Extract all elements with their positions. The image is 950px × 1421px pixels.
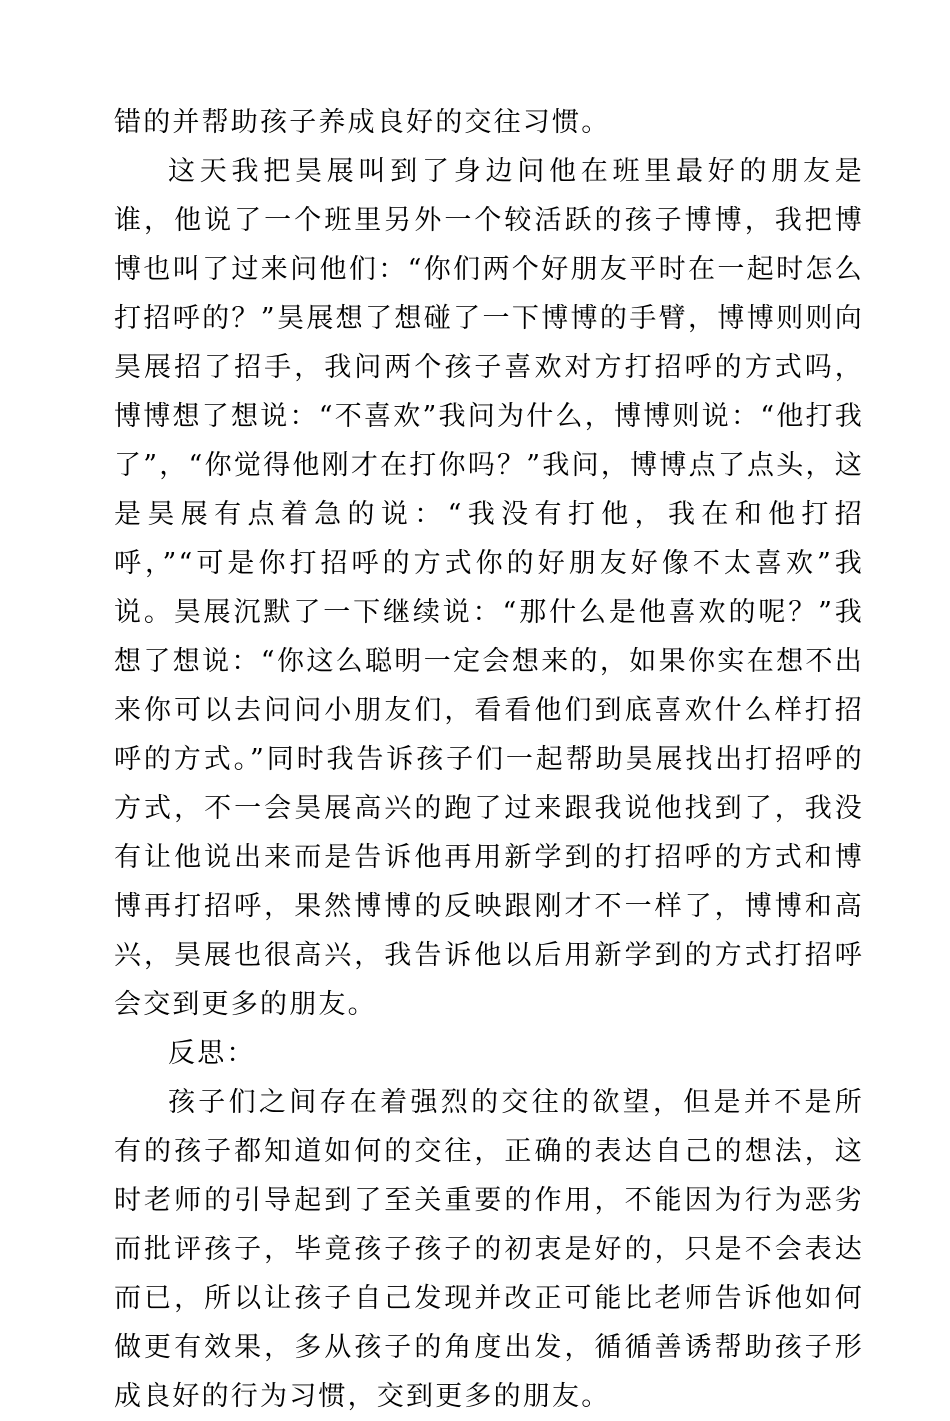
section-heading-reflection: 反思： (168, 1038, 256, 1069)
document-body (114, 98, 864, 1421)
paragraph-reflection: 孩子们之间存在着强烈的交往的欲望，但是并不是所有的孩子都知道如何的交往，正确的表达自己的想法，这时老师的引导起到了至关重要的作用，不能因为行为恶劣而批评孩子，毕竟孩子孩子的初衷是好的，只是不会表达而已，所以让孩子自己发现并改正可能比老师告诉他如何做更有效果，多从孩子的角度出发，循循善诱帮助孩子形成良好的行为习惯，交到更多的朋友。 (114, 1087, 864, 1412)
paragraph-continuation: 错的并帮助孩子养成良好的交往习惯。 (114, 107, 611, 138)
paragraph-story: 这天我把昊展叫到了身边问他在班里最好的朋友是谁，他说了一个班里另外一个较活跃的孩子博博，我把博博也叫了过来问他们：“你们两个好朋友平时在一起时怎么打招呼的？”昊展想了想碰了一下博博的手臂，博博则则向昊展招了招手，我问两个孩子喜欢对方打招呼的方式吗，博博想了想说：“不喜欢”我问为什么，博博则说：“他打我了”，“你觉得他刚才在打你吗？”我问，博博点了点头，这是昊展有点着急的说：“我没有打他，我在和他打招呼，”“可是你打招呼的方式你的好朋友好像不太喜欢”我说。昊展沉默了一下继续说：“那什么是他喜欢的呢？”我想了想说：“你这么聪明一定会想来的，如果你实在想不出来你可以去问问小朋友们，看看他们到底喜欢什么样打招呼的方式。”同时我告诉孩子们一起帮助昊展找出打招呼的方式，不一会昊展高兴的跑了过来跟我说他找到了，我没有让他说出来而是告诉他再用新学到的打招呼的方式和博博再打招呼，果然博博的反映跟刚才不一样了，博博和高兴，昊展也很高兴，我告诉他以后用新学到的方式打招呼会交到更多的朋友。 (114, 156, 864, 1020)
